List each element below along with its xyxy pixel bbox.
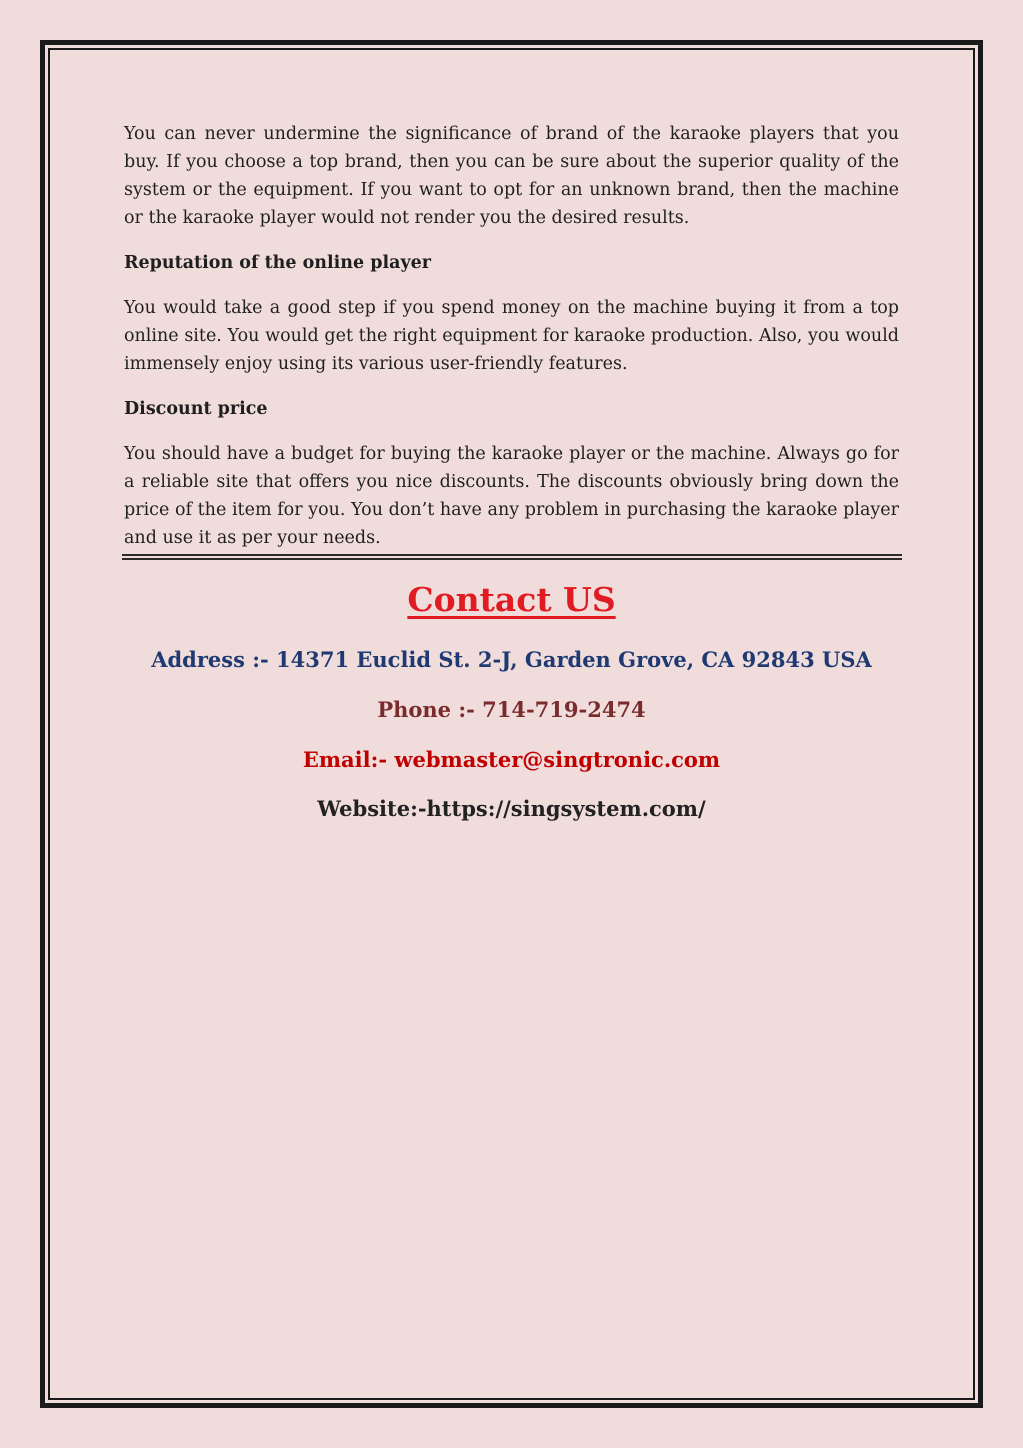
paragraph-reputation: You would take a good step if you spend money on the machine buying it from a top online site. You would get the right equipment for karaoke production. Also, you would immensely enjoy using its various user-friendly features. (124, 298, 899, 374)
heading-discount: Discount price (124, 399, 268, 419)
section-divider (122, 554, 902, 560)
contact-title: Contact US (407, 580, 616, 619)
paragraph-discount: You should have a budget for buying the karaoke player or the machine. Always go for a reliable site that offers you nice discounts. The discounts obviously bring down the price of the item for you. You don’t have any problem in purchasing the karaoke player and use it as per your needs. (124, 444, 899, 548)
contact-website[interactable]: Website:-https://singsystem.com/ (317, 796, 706, 821)
heading-reputation: Reputation of the online player (124, 253, 431, 273)
article-body (124, 120, 899, 552)
paragraph-brand: You can never undermine the significance of brand of the karaoke players that you buy. If you choose a top brand, then you can be sure about the superior quality of the system or the equipment. If you want to opt for an unknown brand, then the machine or the karaoke player would not render you the desired results. (124, 124, 899, 228)
contact-address: Address :- 14371 Euclid St. 2-J, Garden Grove, CA 92843 USA (151, 647, 872, 672)
contact-email[interactable]: Email:- webmaster@singtronic.com (302, 747, 721, 772)
contact-phone: Phone :- 714-719-2474 (377, 697, 646, 722)
contact-section (48, 575, 975, 824)
